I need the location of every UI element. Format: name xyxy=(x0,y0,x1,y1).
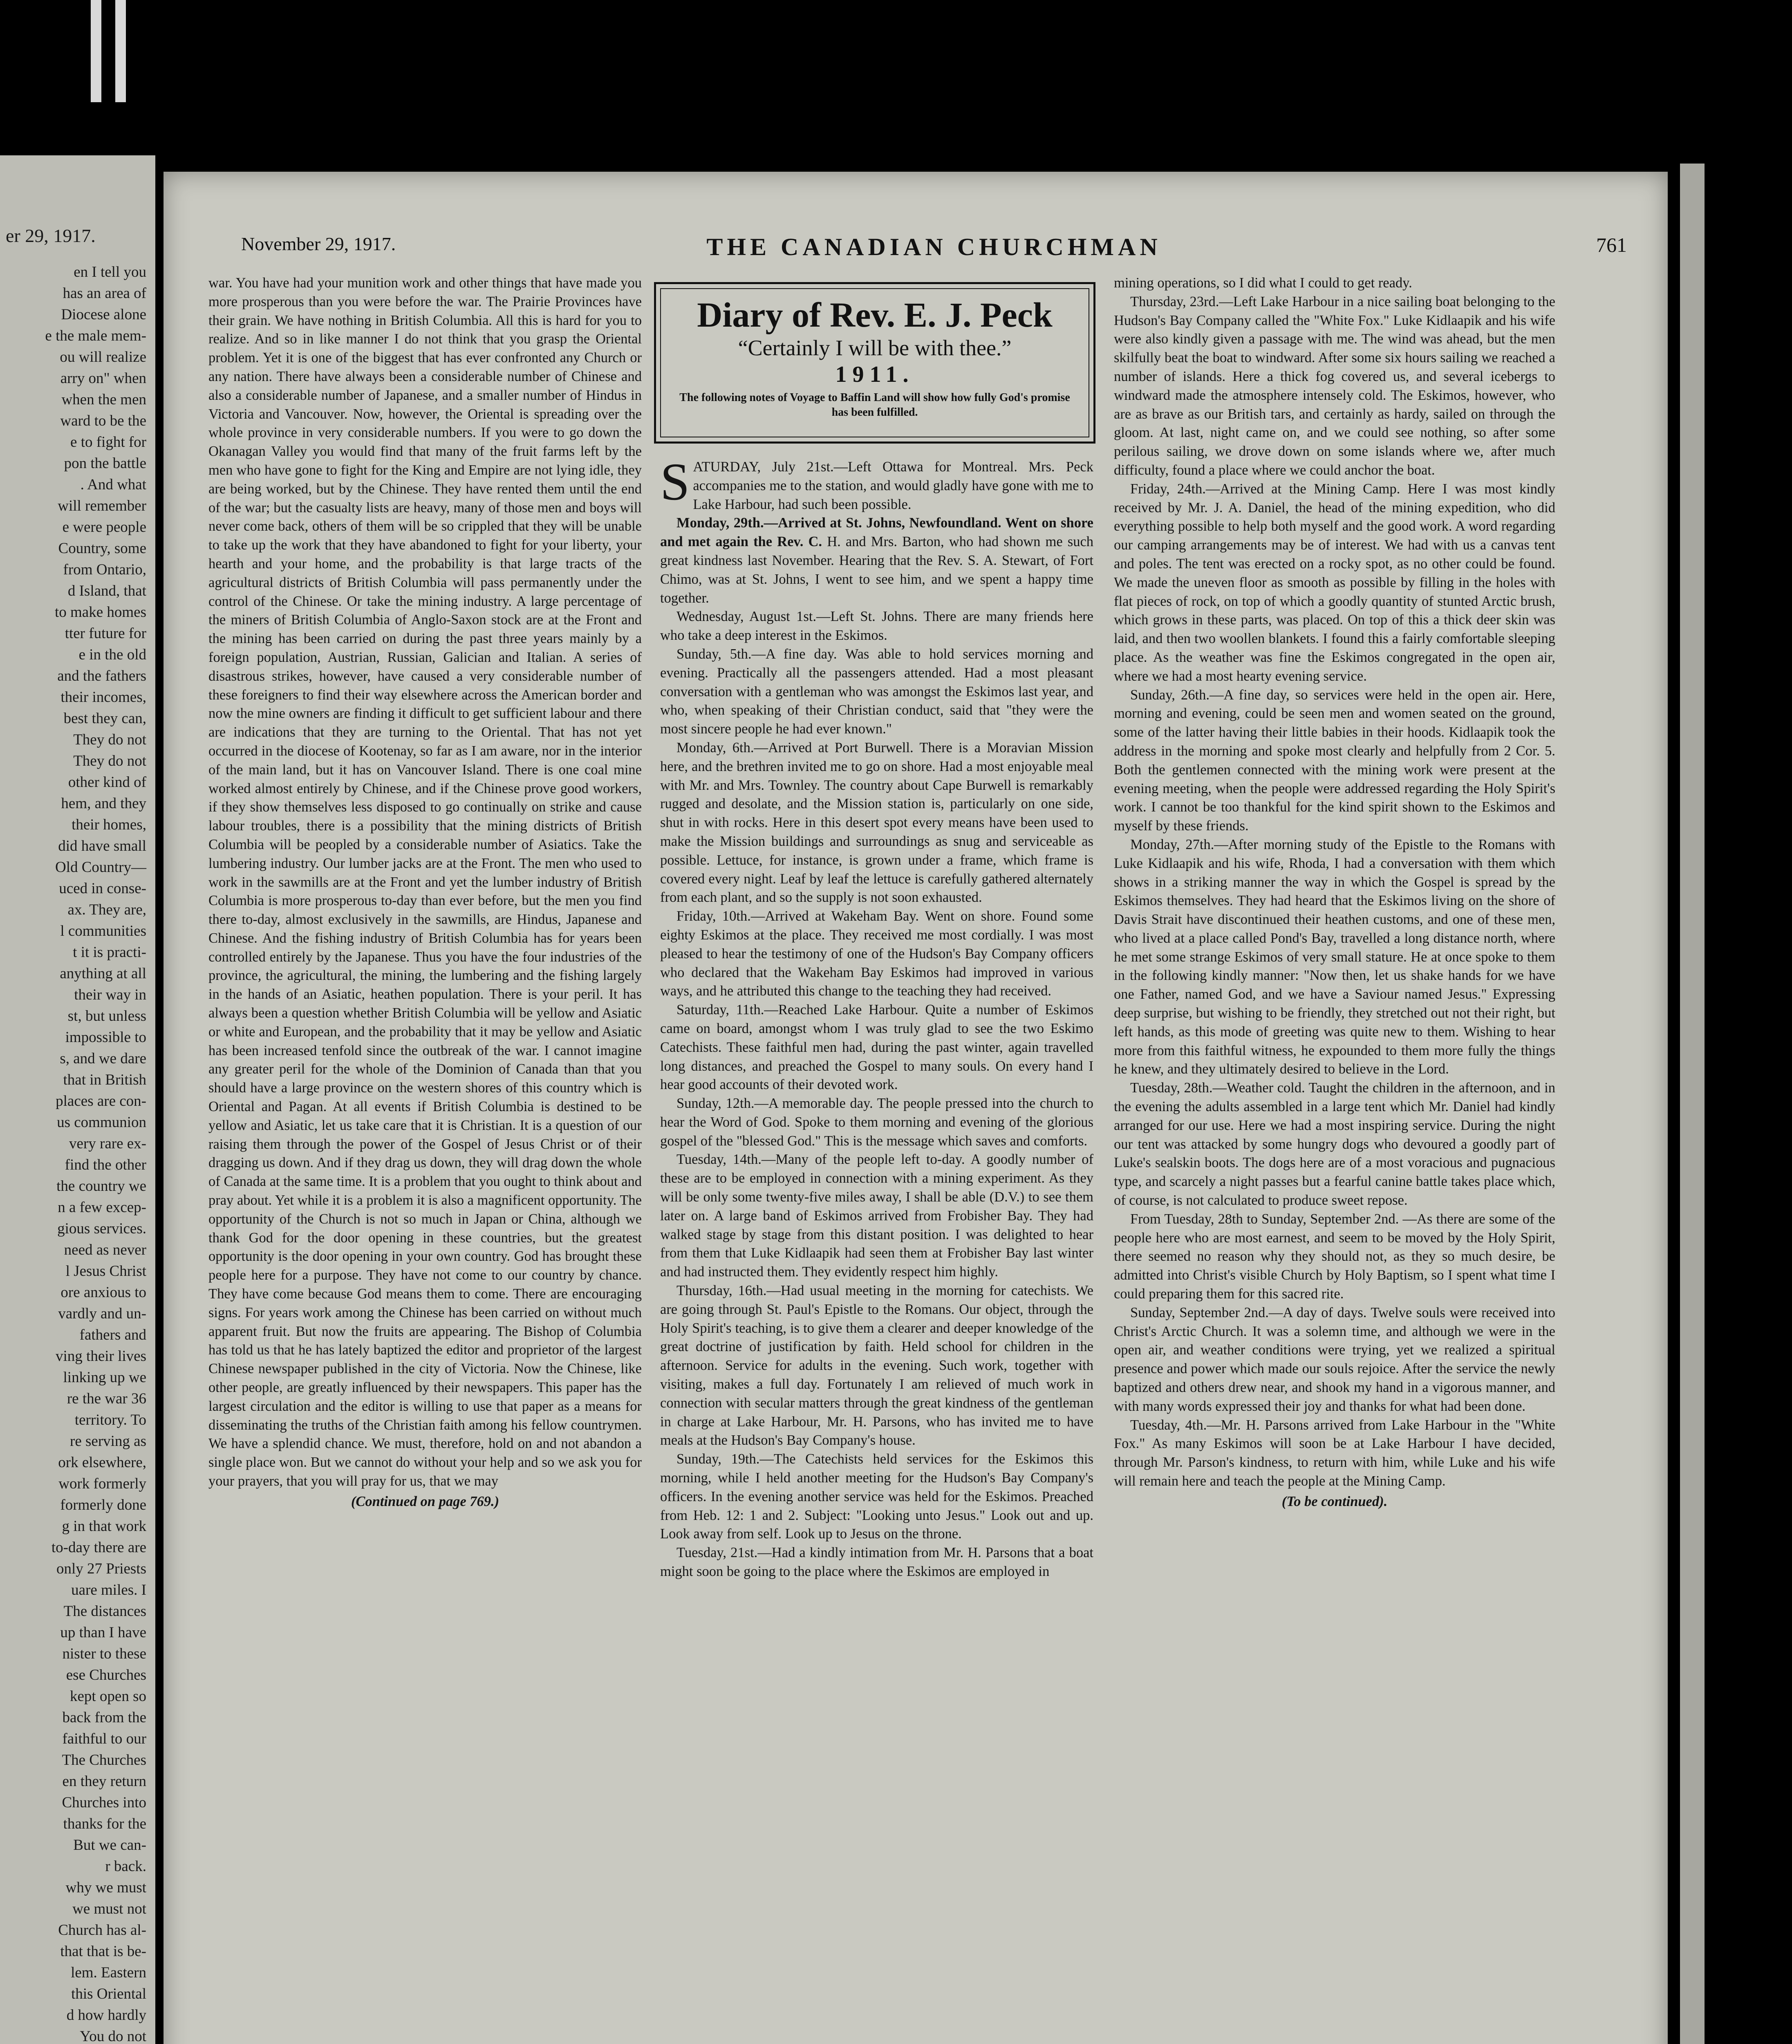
facing-page-line: d Island, that xyxy=(67,583,146,599)
facing-page-line: Old Country— xyxy=(55,859,146,876)
diary-title: Diary of Rev. E. J. Peck xyxy=(697,295,1053,334)
facing-page-line: g in that work xyxy=(62,1518,146,1535)
facing-page-line: nister to these xyxy=(62,1645,146,1662)
diary-entry: Monday, 27th.—After morning study of the Epistle to the Romans with Luke Kidlaapik and his wife, Rhoda, I had a conversation with them which shows in a striking manner the way in which the Gospel is spread by the Eskimos themselves. They had heard that the Eskimos living on the shore of Davis Strait have discontinued their heathen customs, and one of these men, who lived at a place called Pond's Bay, travelled a long distance north, where he met some strange Eskimos of very small stature. He at once spoke to them in the following kindly manner: "Now then, let us shake hands for we have one Father, named God, and we have a Saviour named Jesus." Expressing deep surprise, but wishing to be friendly, they stretched out not their right, but left hands, as this mode of greeting was quite new to them. Wishing to hear more from this faithful witness, he expounded to them more fully the things he knew, and they ultimately desired to believe in the Lord. xyxy=(1114,836,1555,1077)
facing-page-line: kept open so xyxy=(69,1688,146,1705)
facing-page-line: re the war 36 xyxy=(67,1390,146,1407)
facing-page-line: ork elsewhere, xyxy=(58,1454,146,1471)
facing-page-line: They do not xyxy=(73,753,146,769)
page-number: 761 xyxy=(1596,233,1627,256)
facing-page-line: us communion xyxy=(57,1114,146,1131)
facing-page-line: You do not xyxy=(80,2028,146,2044)
facing-page-line: But we can- xyxy=(73,1837,146,1853)
diary-entry xyxy=(660,453,1093,514)
facing-page-line: only 27 Priests xyxy=(56,1560,146,1577)
facing-page-line: did have small xyxy=(58,838,146,854)
facing-page-line: Churches into xyxy=(62,1794,146,1811)
facing-page-text xyxy=(0,262,155,2044)
facing-page-line: e the male mem- xyxy=(45,327,146,344)
facing-page-line: st, but unless xyxy=(67,1008,146,1024)
diary-entry: Saturday, 11th.—Reached Lake Harbour. Quite a number of Eskimos came on board, amongst whom I was truly glad to see the two Eskimo Catechists. These faithful men had, during the past winter, again travelled long distances, and preached the Gospel to many souls. On every hand I hear good accounts of their devoted work. xyxy=(660,1002,1093,1093)
column-1 xyxy=(208,274,642,1511)
facing-page-line: find the other xyxy=(65,1156,146,1173)
facing-page-line: work formerly xyxy=(58,1475,146,1492)
facing-page-line: The Churches xyxy=(62,1752,146,1768)
continued-note: (Continued on page 769.) xyxy=(351,1493,500,1509)
facing-page-line: will remember xyxy=(58,498,146,514)
facing-page-line: back from the xyxy=(62,1709,146,1726)
facing-page-line: when the men xyxy=(61,391,146,408)
facing-page-line: thanks for the xyxy=(63,1815,146,1832)
scan-frame-bar xyxy=(115,0,126,102)
facing-page-line: other kind of xyxy=(68,774,146,791)
facing-page-line: linking up we xyxy=(63,1369,146,1386)
facing-page-line: Church has al- xyxy=(58,1922,146,1939)
facing-page-line: faithful to our xyxy=(62,1730,146,1747)
diary-note: The following notes of Voyage to Baffin Land will show how fully God's promise has been fulfilled. xyxy=(679,391,1070,419)
facing-page-line: to make homes xyxy=(54,604,146,621)
diary-entry-text: H. and Mrs. Barton, who had shown me such great kindness last November. Hearing that the Rev. S. A. Stewart, of Fort Chimo, was at St. Johns, I went to see him, and we spent a happy time together. xyxy=(660,534,1094,606)
facing-page-line: en I tell you xyxy=(74,264,146,280)
drop-cap: S xyxy=(660,453,690,511)
continued-note: (To be continued). xyxy=(1281,1493,1388,1509)
facing-page-line: their incomes, xyxy=(60,689,146,706)
facing-page-line: ving their lives xyxy=(56,1348,146,1365)
page-header xyxy=(241,233,1627,266)
facing-page-line: e in the old xyxy=(78,646,146,663)
facing-page-header: er 29, 1917. xyxy=(6,225,96,246)
newspaper-page xyxy=(164,172,1668,2044)
facing-page-line: need as never xyxy=(64,1242,146,1258)
diary-entry xyxy=(660,514,1093,607)
facing-page-line: to-day there are xyxy=(51,1539,146,1556)
facing-page-line: en they return xyxy=(62,1773,146,1790)
facing-page-line: pon the battle xyxy=(64,455,146,472)
facing-page-line: that that is be- xyxy=(60,1943,146,1960)
diary-entry: Sunday, 19th.—The Catechists held services for the Eskimos this morning, while I held another meeting for the Hudson's Bay Company's officers. In the evening another service was held for the Eskimos. Preached from Heb. 12: 1 and 2. Subject: "Looking unto Jesus." Look out and up. Look away from self. Look up to Jesus on the throne. xyxy=(660,1451,1093,1542)
diary-entry: Friday, 24th.—Arrived at the Mining Camp. Here I was most kindly received by Mr. J. A. Daniel, the head of the mining expedition, who did everything possible to help both myself and the good work. A word regarding our camping arrangements may be of interest. We had with us a canvas tent and poles. The tent was erected on a rocky spot, as no other could be found. We made the uneven floor as smooth as possible by filling in the holes with flat pieces of rock, on top of which a goodly quantity of stunted Arctic brush, which grows in these parts, was placed. On top of this a thick deer skin was laid, and then two woollen blankets. I found this a fairly comfortable sleeping place. As the weather was fine the Eskimos congregated in the open air, where we had a most hearty evening service. xyxy=(1114,481,1555,684)
facing-page-line: ese Churches xyxy=(66,1667,146,1683)
facing-page-line: tter future for xyxy=(65,625,146,642)
diary-title-box xyxy=(654,282,1095,444)
facing-page-line: places are con- xyxy=(56,1093,146,1109)
diary-entry-bold: Monday, 29th.—Arrived at St. Johns, Newfoundland. Went on shore and met again the Rev. C. xyxy=(660,515,1093,550)
facing-page-line: r back. xyxy=(105,1858,146,1875)
facing-page-line: re serving as xyxy=(70,1433,146,1450)
masthead-title: THE CANADIAN CHURCHMAN xyxy=(706,233,1162,260)
diary-entry: Sunday, 26th.—A fine day, so services were held in the open air. Here, morning and evening, could be seen men and women seated on the ground, some of the latter having their little babies in their hoods. Kidlaapik took the address in the morning and spoke most clearly and helpfully from 2 Cor. 5. Both the gentlemen connected with the mining work were present at the evening meeting, when the people were addressed regarding the Holy Spirit's work. I cannot be too thankful for the kind spirit shown to the Eskimos and myself by these friends. xyxy=(1114,687,1555,834)
diary-entry: From Tuesday, 28th to Sunday, September 2nd. —As there are some of the people here who are most earnest, and seem to be moved by the Holy Spirit, there seemed no reason why they should not, as they so much desire, be admitted into Christ's visible Church by Holy Baptism, so I spent what time I could preparing them for this sacred rite. xyxy=(1114,1211,1555,1302)
facing-page xyxy=(0,155,155,2044)
diary-entry: Wednesday, August 1st.—Left St. Johns. There are many friends here who take a deep interest in the Eskimos. xyxy=(660,609,1093,643)
facing-page-line: up than I have xyxy=(60,1624,146,1641)
facing-page-line: impossible to xyxy=(65,1029,146,1046)
facing-page-line: e were people xyxy=(62,519,146,536)
facing-page-line: Country, some xyxy=(58,540,146,557)
facing-page-line: d how hardly xyxy=(66,2007,146,2024)
facing-page-line: hem, and they xyxy=(61,795,146,812)
diary-year: 1911. xyxy=(835,362,914,387)
facing-page-line: uced in conse- xyxy=(59,880,146,897)
facing-page-line: The distances xyxy=(63,1603,146,1620)
diary-entry: Tuesday, 28th.—Weather cold. Taught the children in the afternoon, and in the evening the adults assembled in a large tent which Mr. Daniel had kindly arranged for our use. Here we had a most inspiring service. During the night our tent was attacked by some hungry dogs who devoured a goodly part of Luke's sealskin boots. The dogs here are of a most voracious and pugnacious type, and scarcely a night passes but a fearful canine battle takes place which, of course, is not calculated to produce sweet repose. xyxy=(1114,1080,1555,1208)
facing-page-line: l communities xyxy=(60,923,146,939)
facing-page-line: their way in xyxy=(74,986,146,1003)
diary-entry-text: ATURDAY, July 21st.—Left Ottawa for Montreal. Mrs. Peck accompanies me to the station, and would gladly have gone with me to Lake Harbour, had such been possible. xyxy=(693,459,1093,512)
diary-subtitle: “Certainly I will be with thee.” xyxy=(738,336,1012,360)
facing-page-line: fathers and xyxy=(79,1327,146,1343)
column-3 xyxy=(1114,274,1555,1511)
diary-entry: Sunday, 12th.—A memorable day. The people pressed into the church to hear the Word of God. Spoke to them morning and evening of the glorious gospel of the "blessed God." This is the message which saves and comforts. xyxy=(660,1096,1093,1149)
diary-entry: Thursday, 23rd.—Left Lake Harbour in a nice sailing boat belonging to the Hudson's Bay Company called the "White Fox." Luke Kidlaapik and his wife were also kindly given a passage with me. The wind was ahead, but the men skilfully beat the boat to windward. After some six hours sailing we reached a number of islands. Here a thick fog covered us, and several icebergs to windward made the atmosphere intensely cold. The Eskimos, however, who are as brave as our British tars, and certainly as hardy, sailed on through the gloom. At last, night came on, and we could see nothing, so after some perilous sailing, we drove down on some islands where we, after much difficulty, found a place where we could anchor the boat. xyxy=(1114,294,1555,478)
facing-page-line: n a few excep- xyxy=(58,1199,146,1216)
facing-page-line: very rare ex- xyxy=(69,1135,146,1152)
facing-page-line: territory. To xyxy=(74,1412,146,1428)
diary-title-inner xyxy=(660,288,1089,437)
diary-entry: Tuesday, 4th.—Mr. H. Parsons arrived from Lake Harbour in the "White Fox." As many Eskimos will soon be at Lake Harbour I have decided, through Mr. Parson's kindness, to return with him, while Luke and his wife will remain here and teach the people at the Mining Camp. xyxy=(1114,1417,1555,1489)
facing-page-line: t it is practi- xyxy=(73,944,146,961)
facing-page-line: ore anxious to xyxy=(60,1284,146,1301)
facing-page-line: why we must xyxy=(65,1879,146,1896)
facing-page-line: that in British xyxy=(63,1071,146,1088)
diary-entry: Sunday, September 2nd.—A day of days. Twelve souls were received into Christ's Arctic Church. It was a solemn time, and although we were in the open air, and weather conditions were trying, yet we realized a spiritual presence and power which made our souls rejoice. After the service the newly baptized and others drew near, and shook my hand in a vigorous manner, and with many words expressed their joy and thanks for what had been done. xyxy=(1114,1304,1555,1414)
facing-page-line: we must not xyxy=(72,1901,146,1917)
facing-page-line: formerly done xyxy=(60,1497,146,1513)
facing-page-line: their homes, xyxy=(72,816,146,833)
diary-entry: Friday, 10th.—Arrived at Wakeham Bay. Went on shore. Found some eighty Eskimos at the place. They received me most cordially. I was most pleased to hear the testimony of one of the Hudson's Bay Company officers who declared that the Wakeham Bay Eskimos had improved in various ways, and he attributed this change to the teaching they had received. xyxy=(660,908,1093,999)
diary-entry: Monday, 6th.—Arrived at Port Burwell. There is a Moravian Mission here, and the brethren invited me to go on shore. Had a most enjoyable meal with Mr. and Mrs. Townley. The country about Cape Burwell is remarkably rugged and desolate, and the Mission station is, particularly on one side, shut in with rocks. Here in this desert spot every means have been used to make the Mission buildings and surroundings as snug and serviceable as possible. Lettuce, for instance, is grown under a frame, which frame is covered every night. Leaf by leaf the lettuce is carefully gathered alternately from each plant, and so the supply is not soon exhausted. xyxy=(660,740,1093,905)
diary-entry: Thursday, 16th.—Had usual meeting in the morning for catechists. We are going through St. Paul's Epistle to the Romans. Our object, through the Holy Spirit's teaching, is to give them a clearer and deeper knowledge of the great doctrine of justification by faith. Held school for children in the afternoon. Service for adults in the evening. Such work, together with visiting, makes a full day. Fortunately I am relieved of much work in connection with secular matters through the great kindness of the gentleman in charge at Lake Harbour, Mr. H. Parsons, who has invited me to have meals at the Hudson's Bay Company's house. xyxy=(660,1283,1093,1448)
facing-page-line: gious services. xyxy=(57,1220,146,1237)
facing-page-line: has an area of xyxy=(63,285,146,302)
facing-page-line: vardly and un- xyxy=(58,1305,146,1322)
facing-page-line: lem. Eastern xyxy=(71,1964,146,1981)
diary-entry: mining operations, so I did what I could to get ready. xyxy=(1114,275,1412,291)
facing-page-line: ward to be the xyxy=(60,412,146,429)
facing-page-line: the country we xyxy=(56,1178,146,1195)
facing-page-line: best they can, xyxy=(63,710,146,727)
facing-page-line: ou will realize xyxy=(60,349,146,365)
diary-entry: Tuesday, 21st.—Had a kindly intimation from Mr. H. Parsons that a boat might soon be going to the place where the Eskimos are employed in xyxy=(660,1545,1093,1580)
facing-page-line: arry on" when xyxy=(60,370,146,387)
facing-page-line: s, and we dare xyxy=(60,1050,146,1067)
facing-page-line: anything at all xyxy=(60,965,146,982)
facing-page-line: They do not xyxy=(73,731,146,748)
diary-entry: Sunday, 5th.—A fine day. Was able to hold services morning and evening. Practically all the passengers attended. Had a most pleasant conversation with a gentleman who was amongst the Eskimos last year, and who, when speaking of their Christian conduct, said that "they were the most sincere people he had ever known." xyxy=(660,646,1093,737)
facing-page-line: this Oriental xyxy=(71,1986,146,2002)
facing-page-line: . And what xyxy=(80,476,146,493)
facing-page-line: e to fight for xyxy=(70,434,146,450)
column-2 xyxy=(660,453,1094,1581)
diary-entry: Tuesday, 14th.—Many of the people left to-day. A goodly number of these are to be employed in connection with a mining experiment. As they will be only some twenty-five miles away, I shall be able (D.V.) to see them later on. A large band of Eskimos arrived from Frobisher Bay. They had walked stage by stage from this distant position. I was delighted to hear from them that Luke Kidlaapik had seen them at Frobisher Bay last winter and had instructed them. They evidently respect him highly. xyxy=(660,1152,1093,1280)
facing-page-line: l Jesus Christ xyxy=(65,1263,146,1280)
column-1-text: war. You have had your munition work and other things that have made you more prosperous than you were before the war. The Prairie Provinces have their grain. We have nothing in British Columbia. All this is hard for you to realize. And so in like manner I do not think that you grasp the Oriental problem. Yet it is one of the biggest that has ever confronted any Church or any nation. There have always been a considerable number of Chinese and also a considerable number of Japanese, and a smaller number of Hindus in Victoria and Vancouver. Now, however, the Oriental is spreading over the whole province in very considerable numbers. If you were to go down the Okanagan Valley you would find that many of the fruit farms left by the men who have gone to fight for the King and Empire are not lying idle, they are being worked, but by the Chinese. They have rented them until the end of the war; but the casualty lists are heavy, many of those men and boys will never come back, others of them will be so crippled that they will be unable to take up the work that they have abandoned to fight for your liberty, your hearth and your home, and the probability is that large tracts of the agricultural districts of British Columbia will pass permanently under the control of the Chinese. Or take the mining industry. A large percentage of the miners of British Columbia of Anglo-Saxon stock are at the Front and the mining has been carried on during the past three years mainly by a foreign population, Austrian, Russian, Galician and Italian. A series of disastrous strikes, however, have caused a very considerable number of these foreigners to find their way elsewhere across the American border and now the mine owners are finding it difficult to get sufficient labour and there are indications that they are turning to the Oriental. That has not yet occurred in the diocese of Kootenay, so far as I am aware, nor in the interior of the main land, but it has on Vancouver Island. There is one coal mine worked almost entirely by Chinese, and if the Chinese prove good workers, if they show themselves less disposed to go continually on strike and cause labour troubles, there is a possibility that the mining districts of British Columbia will be peopled by a considerable number of Asiatics. Take the lumbering industry. Our lumber jacks are at the Front. The men who used to work in the sawmills are at the Front and yet the lumber industry of British Columbia is more prosperous to-day than ever before, but the men you find there to-day, almost exclusively in the sawmills, are Hindus, Japanese and Chinese. And the fishing industry of British Columbia has for years been controlled entirely by the Japanese. Thus you have the four industries of the province, the agricultural, the mining, the lumbering and the fishing largely in the hands of an Asiatic, heathen population. There is your peril. It has always been a question whether British Columbia will be yellow and Asiatic or white and European, and the probability that it may be yellow and Asiatic has been increased tenfold since the outbreak of the war. I cannot imagine any greater peril for the whole of the Dominion of Canada than that you should have a large province on the western shores of this country which is Oriental and Pagan. At all events if British Columbia is destined to be yellow and Asiatic, let us take care that it is Christian. It is a question of our raising them through the power of the Gospel of Jesus Christ or of their dragging us down. And if they drag us down, they will drag down the whole of Canada at the same time. It is a problem that you ought to think about and pray about. Yet while it is a problem it is also a magnificent opportunity. The opportunity of the Church is not so much in Japan or China, although we thank God for the door opening in these countries, but the greatest opportunity is the door opening in your own country. God has brought these people here for a purpose. They have not come to our country by chance. They have come because God means them to come. There are encouraging signs. For years work among the Chinese has been carried on without much apparent fruit. But now the fruits are appearing. The Bishop of Columbia has told us that he has lately baptized the editor and proprietor of the largest Chinese newspaper published in the city of Victoria. Now the Chinese, like other people, are greatly influenced by their newspapers. This paper has the largest circulation and the editor is willing to use that paper as a means for disseminating the truths of the Christian faith among his fellow countrymen. We have a splendid chance. We must, therefore, hold on and not abandon a single place won. But we cannot do without your help and so we ask you for your prayers, that you will pray for us, that we may xyxy=(208,275,642,1489)
facing-page-line: uare miles. I xyxy=(71,1582,146,1598)
issue-date: November 29, 1917. xyxy=(241,233,396,254)
facing-page-line: ax. They are, xyxy=(67,901,146,918)
facing-page-line: and the fathers xyxy=(57,668,146,684)
scan-frame-bar xyxy=(91,0,101,102)
page-edge xyxy=(1680,164,1705,2044)
facing-page-line: from Ontario, xyxy=(63,561,146,578)
facing-page-line: Diocese alone xyxy=(61,306,146,323)
